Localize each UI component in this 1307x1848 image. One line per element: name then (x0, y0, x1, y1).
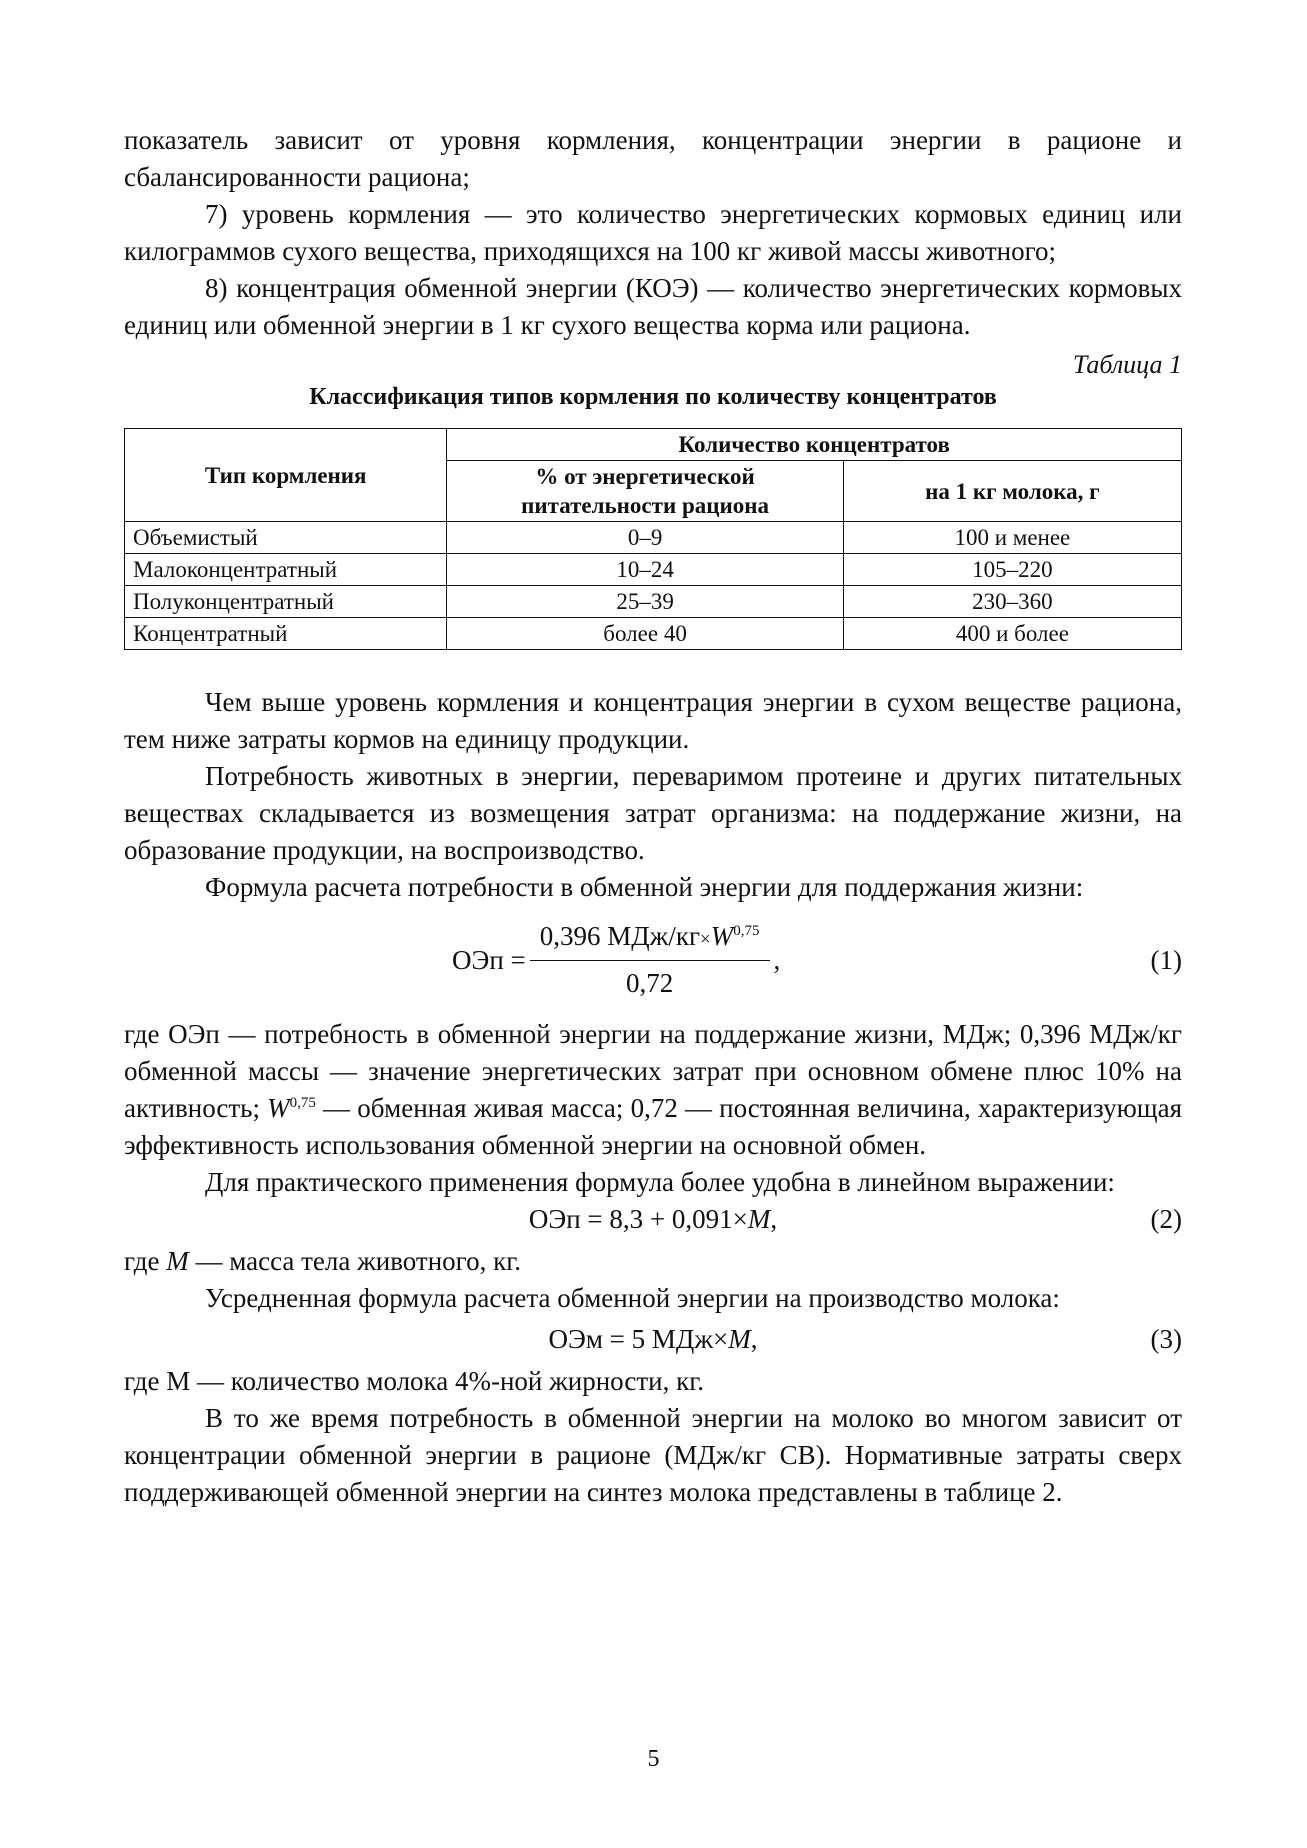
table-cell-percent: более 40 (447, 618, 843, 650)
formula-2-expression (124, 1201, 1182, 1238)
header-per-kg-milk: на 1 кг молока, г (843, 461, 1181, 522)
formula-3-text: ОЭм = 5 МДж× (548, 1324, 729, 1354)
table-cell-per-kg: 100 и менее (843, 522, 1181, 554)
table-cell-type: Концентратный (125, 618, 447, 650)
formula-2-var: M (747, 1204, 771, 1234)
paragraph-item-8: 8) концентрация обменной энергии (КОЭ) — количество энергетических кормовых единиц или обменной энергии в 1 кг сухого вещества корма или рациона. (124, 273, 1182, 340)
formula-1-trailing: , (773, 944, 781, 975)
paragraph-linear-intro: Для практического применения формула более удобна в линейном выражении: (205, 1167, 1115, 1197)
table-cell-per-kg: 400 и более (843, 618, 1181, 650)
paragraph-continuation: показатель зависит от уровня кормления, концентрации энергии в рационе и сбалансированности рациона; (124, 125, 1182, 192)
paragraph-formula-1-explanation (124, 1016, 1182, 1164)
table-cell-type: Малоконцентратный (125, 554, 447, 586)
paragraph-item-7: 7) уровень кормления — это количество энергетических кормовых единиц или килограммов сухого вещества, приходящихся на 100 кг живой массы животного; (124, 199, 1182, 266)
formula-3-trailing: , (750, 1324, 758, 1354)
formula-2-number: (2) (1150, 1204, 1182, 1234)
explanation-1-var: W (267, 1093, 290, 1123)
feeding-types-table (124, 428, 1182, 650)
formula-1-numerator-text: 0,396 МДж/кг (539, 921, 701, 951)
explanation-2-suffix: — масса тела животного, кг. (188, 1246, 521, 1276)
table-header-row (125, 429, 1182, 461)
explanation-1-part1: где ОЭп — потребность в обменной энергии на поддержание жизни, МДж; 0,396 МДж/кг обменной массы — значение энергетических затрат при основном обмене плюс 10% на активность; (124, 1019, 1182, 1123)
table-cell-percent: 25–39 (447, 586, 843, 618)
formula-3 (124, 1317, 1182, 1363)
table-row (125, 522, 1182, 554)
formula-1-lhs: ОЭп = (452, 944, 526, 975)
table-title: Классификация типов кормления по количеству концентратов (309, 384, 997, 410)
paragraph-formula-2-explanation (124, 1243, 1182, 1280)
table-row (125, 554, 1182, 586)
table-cell-per-kg: 105–220 (843, 554, 1181, 586)
formula-2-text: ОЭп = 8,3 + 0,091× (528, 1204, 748, 1234)
formula-1-number: (1) (1150, 945, 1182, 975)
paragraph-feeding-level: Чем выше уровень кормления и концентрация энергии в сухом веществе рациона, тем ниже затраты кормов на единицу продукции. (124, 687, 1182, 754)
formula-3-var: M (728, 1324, 751, 1354)
table-label: Таблица 1 (1072, 350, 1182, 379)
table-row (125, 586, 1182, 618)
table-cell-percent: 0–9 (447, 522, 843, 554)
formula-1 (124, 914, 1182, 1006)
formula-1-denominator: 0,72 (626, 968, 674, 998)
header-percent-energy: % от энергетической питательности рациона (447, 461, 843, 522)
table-cell-percent: 10–24 (447, 554, 843, 586)
formula-1-exponent: 0,75 (733, 923, 760, 939)
paragraph-formula-intro: Формула расчета потребности в обменной энергии для поддержания жизни: (205, 872, 1084, 902)
formula-2-trailing: , (770, 1204, 778, 1234)
formula-1-fraction (530, 918, 770, 1002)
paragraph-formula-3-explanation: где М — количество молока 4%-ной жирности, кг. (124, 1366, 704, 1396)
explanation-2-var: M (166, 1246, 189, 1276)
formula-3-number: (3) (1150, 1324, 1182, 1354)
formula-3-expression (124, 1321, 1182, 1358)
formula-1-var: W (710, 921, 734, 951)
formula-1-times: × (700, 929, 711, 950)
table-cell-type: Объемистый (125, 522, 447, 554)
document-page (124, 122, 1182, 1511)
paragraph-energy-needs: Потребность животных в энергии, переваримом протеине и других питательных веществах складывается из возмещения затрат организма: на поддержание жизни, на образование продукции, на воспроизводство. (124, 761, 1182, 865)
explanation-1-part2: — обменная живая масса; 0,72 — постоянная величина, характеризующая эффективность использования обменной энергии на основной обмен. (124, 1093, 1182, 1160)
header-feeding-type: Тип кормления (125, 429, 447, 522)
explanation-2-prefix: где (124, 1246, 167, 1276)
paragraph-last: В то же время потребность в обменной энергии на молоко во многом зависит от концентрации обменной энергии в рационе (МДж/кг СВ). Нормативные затраты сверх поддерживающей обменной энергии на синтез молока представлены в таблице 2. (124, 1403, 1182, 1507)
table-cell-per-kg: 230–360 (843, 586, 1181, 618)
formula-2 (124, 1201, 1182, 1243)
header-concentrates-group: Количество концентратов (447, 429, 1182, 461)
formula-1-expression (452, 914, 780, 1006)
formula-1-numerator (530, 918, 770, 961)
table-cell-type: Полуконцентратный (125, 586, 447, 618)
explanation-1-exponent: 0,75 (289, 1095, 316, 1111)
paragraph-milk-intro: Усредненная формула расчета обменной энергии на производство молока: (205, 1283, 1060, 1313)
page-number: 5 (647, 1746, 660, 1772)
table-row (125, 618, 1182, 650)
